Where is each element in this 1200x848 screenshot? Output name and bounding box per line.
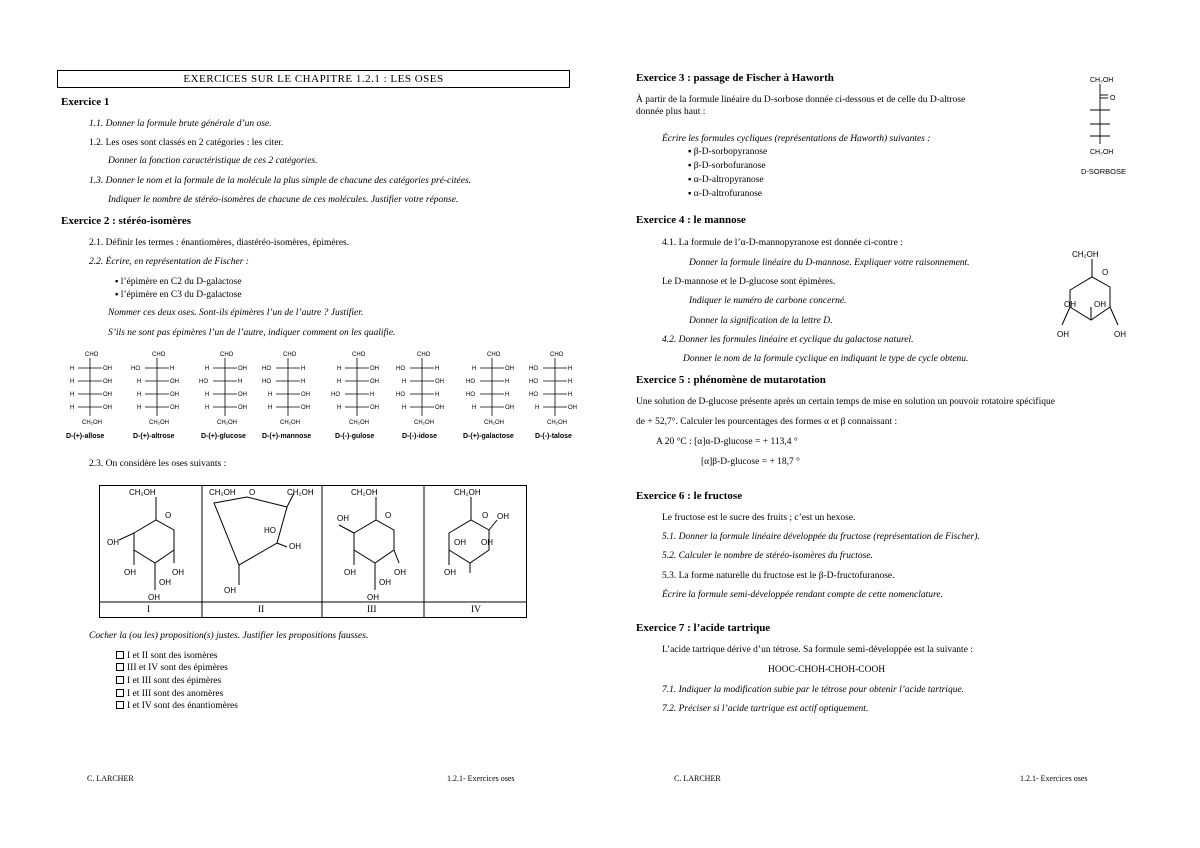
exercise-3-heading: Exercice 3 : passage de Fischer à Haworth [636,72,834,84]
svg-text:OH: OH [568,405,577,411]
ex2-q1: 2.1. Définir les termes : énantiomères, diastéréo-isomères, épimères. [89,238,350,248]
svg-text:H: H [435,392,440,398]
svg-text:OH: OH [497,512,509,521]
svg-text:HO: HO [396,366,405,372]
fischer-projection [331,352,379,426]
option-1[interactable]: I et II sont des isomères [116,650,218,662]
ex3-instr: Écrire les formules cycliques (représentations de Haworth) suivantes : [662,134,931,144]
svg-text:OH: OH [1057,330,1069,339]
svg-text:H: H [337,405,342,411]
ex4-q1b: Donner la formule linéaire du D-mannose. Expliquer votre raisonnement. [689,258,970,268]
ex6-l1: Le fructose est le sucre des fruits ; c’est un hexose. [662,513,856,523]
svg-text:OH: OH [394,568,406,577]
svg-text:H: H [535,405,540,411]
svg-text:H: H [337,366,342,372]
svg-text:H: H [205,366,210,372]
svg-text:OH: OH [289,542,301,551]
table-label-IV: IV [471,605,482,615]
svg-text:OH: OH [1114,330,1126,339]
footer-author-right: C. LARCHER [674,774,721,783]
ex2-bullet-1: ▪ l’épimère en C2 du D-galactose [115,277,242,287]
svg-text:H: H [205,405,210,411]
svg-text:HO: HO [396,392,405,398]
ex5-v2: [α]β-D-glucose = + 18,7 ° [701,457,800,467]
table-label-II: II [258,605,265,615]
ex1-q2a: 1.2. Les oses sont classés en 2 catégories : les citer. [89,138,284,148]
svg-text:CH₂OH: CH₂OH [217,420,237,426]
exercise-7-heading: Exercice 7 : l’acide tartrique [636,622,771,634]
svg-text:O: O [385,511,392,520]
ex7-q1: 7.1. Indiquer la modification subie par le tétrose pour obtenir l’acide tartrique. [662,685,965,695]
fischer-label-altrose: D-(+)-altrose [133,433,175,440]
svg-text:HO: HO [264,526,276,535]
svg-text:CHO: CHO [550,352,564,358]
checkbox-icon[interactable] [116,701,124,709]
option-4[interactable]: I et III sont des anomères [116,688,223,700]
svg-text:CHO: CHO [487,352,501,358]
fischer-projection [70,352,112,426]
ex2-q3: 2.3. On considère les oses suivants : [89,459,227,469]
svg-text:OH: OH [454,538,466,547]
svg-text:H: H [402,379,407,385]
svg-text:HO: HO [529,366,538,372]
svg-text:OH: OH [159,578,171,587]
svg-text:H: H [238,379,243,385]
mannopyranose-structure [1052,245,1142,345]
footer-doc-left: 1.2.1- Exercices oses [447,774,515,783]
svg-text:H: H [301,379,306,385]
ex2-n2: S’ils ne sont pas épimères l’un de l’autre, indiquer comment on les qualifie. [108,328,396,338]
svg-text:CH₂OH: CH₂OH [82,420,102,426]
svg-text:CH₂OH: CH₂OH [129,488,156,497]
svg-text:CH₂OH: CH₂OH [349,420,369,426]
svg-text:CH₂OH: CH₂OH [454,488,481,497]
ex2-cocher: Cocher la (ou les) proposition(s) justes. Justifier les propositions fausses. [89,631,369,641]
svg-text:OH: OH [124,568,136,577]
svg-text:O: O [1110,95,1116,102]
ex3-item-1: ▪ β-D-sorbopyranose [688,147,768,157]
svg-text:H: H [170,366,175,372]
svg-text:HO: HO [199,379,208,385]
svg-text:CHO: CHO [283,352,297,358]
svg-text:OH: OH [337,514,349,523]
fischer-projection [199,352,247,426]
svg-text:OH: OH [103,379,112,385]
ex4-q2b: Donner le nom de la formule cyclique en indiquant le type de cycle obtenu. [683,354,969,364]
checkbox-icon[interactable] [116,663,124,671]
ex4-l4: Donner la signification de la lettre D. [689,316,833,326]
svg-text:CH₂OH: CH₂OH [287,488,314,497]
ex1-q2b: Donner la fonction caractéristique de ces 2 catégories. [108,156,318,166]
exercise-6-heading: Exercice 6 : le fructose [636,490,743,502]
fischer-projections [60,348,580,433]
ex5-p1: Une solution de D-glucose présente après un certain temps de mise en solution un pouvoir rotatoire spécifique [636,397,1055,407]
svg-text:H: H [568,379,573,385]
svg-text:H: H [568,366,573,372]
svg-text:HO: HO [466,379,475,385]
svg-text:H: H [402,405,407,411]
ex3-item-2: ▪ β-D-sorbofuranose [688,161,766,171]
svg-text:H: H [435,366,440,372]
svg-text:OH: OH [370,405,379,411]
svg-text:CH₂OH: CH₂OH [209,488,236,497]
svg-text:H: H [472,366,477,372]
exercise-5-heading: Exercice 5 : phénomène de mutarotation [636,374,826,386]
svg-text:OH: OH [1064,300,1076,309]
option-3[interactable]: I et III sont des épimères [116,675,221,687]
svg-text:OH: OH [344,568,356,577]
fischer-label-idose: D-(-)-idose [402,433,437,440]
svg-text:OH: OH [170,379,179,385]
svg-text:H: H [137,392,142,398]
ex6-q2: 5.2. Calculer le nombre de stéréo-isomères du fructose. [662,551,873,561]
exercise-1-heading: Exercice 1 [61,96,110,108]
svg-text:OH: OH [238,366,247,372]
svg-text:O: O [249,488,256,497]
svg-text:OH: OH [505,366,514,372]
svg-text:OH: OH [481,538,493,547]
svg-text:OH: OH [301,405,310,411]
svg-text:H: H [70,405,75,411]
ex7-formula: HOOC-CHOH-CHOH-COOH [768,665,886,675]
fischer-projection [466,352,514,426]
svg-text:OH: OH [238,392,247,398]
ex5-v1: A 20 °C : [α]α-D-glucose = + 113,4 ° [656,437,798,447]
svg-text:OH: OH [444,568,456,577]
ex4-q1: 4.1. La formule de l’α-D-mannopyranose est donnée ci-contre : [662,238,903,248]
option-2[interactable]: III et IV sont des épimères [116,662,228,674]
ex5-p2: de + 52,7°. Calculer les pourcentages des formes α et β connaissant : [636,417,898,427]
svg-text:OH: OH [103,366,112,372]
svg-text:OH: OH [1094,300,1106,309]
fischer-label-talose: D-(-)-talose [535,433,572,440]
svg-text:OH: OH [367,593,379,602]
svg-text:CH₂OH: CH₂OH [484,420,504,426]
ex3-p1: À partir de la formule linéaire du D-sorbose donnée ci-dessous et de celle du D-altrose [636,95,966,105]
svg-text:H: H [137,379,142,385]
checkbox-icon[interactable] [116,676,124,684]
ex3-item-4: ▪ α-D-altrofuranose [688,189,763,199]
svg-text:H: H [370,392,375,398]
svg-text:HO: HO [529,392,538,398]
svg-text:HO: HO [529,379,538,385]
svg-text:OH: OH [170,405,179,411]
ex4-l3: Indiquer le numéro de carbone concerné. [689,296,847,306]
svg-text:O: O [165,511,172,520]
svg-text:H: H [505,379,510,385]
fischer-label-mannose: D-(+)-mannose [262,433,312,440]
svg-text:H: H [505,392,510,398]
svg-text:OH: OH [170,392,179,398]
fischer-label-gulose: D-(-)-gulose [335,433,375,440]
fischer-projection [396,352,444,426]
ex2-q2: 2.2. Écrire, en représentation de Fischer : [89,257,249,267]
svg-text:CH₂OH: CH₂OH [547,420,567,426]
ex3-item-3: ▪ α-D-altropyranose [688,175,764,185]
ex3-p2: donnée plus haut : [636,107,706,117]
fischer-label-glucose: D-(+)-glucose [201,433,246,440]
svg-text:OH: OH [301,392,310,398]
svg-text:OH: OH [238,405,247,411]
option-5[interactable]: I et IV sont des énantiomères [116,700,238,712]
svg-text:OH: OH [107,538,119,547]
fischer-projection [529,352,577,426]
svg-text:H: H [137,405,142,411]
ex4-q2: 4.2. Donner les formules linéaire et cyclique du galactose naturel. [662,335,914,345]
svg-text:OH: OH [370,379,379,385]
ex4-l2: Le D-mannose et le D-glucose sont épimères. [662,277,836,287]
svg-text:CHO: CHO [352,352,366,358]
svg-text:H: H [337,379,342,385]
svg-text:CH₂OH: CH₂OH [1090,77,1114,84]
svg-text:CH₂OH: CH₂OH [1090,149,1114,156]
table-label-I: I [147,605,151,615]
svg-text:O: O [1102,268,1109,277]
svg-text:OH: OH [379,578,391,587]
checkbox-icon[interactable] [116,689,124,697]
table-label-III: III [367,605,377,615]
fischer-projection [131,352,179,426]
ex1-q3b: Indiquer le nombre de stéréo-isomères de chacune de ces molécules. Justifier votre réponse. [108,195,459,205]
svg-text:HO: HO [466,392,475,398]
sorbose-structure [1080,72,1160,172]
svg-text:H: H [472,405,477,411]
svg-text:HO: HO [262,366,271,372]
svg-text:OH: OH [435,379,444,385]
svg-text:OH: OH [370,366,379,372]
ex2-n1: Nommer ces deux oses. Sont-ils épimères l’un de l’autre ? Justifier. [108,308,364,318]
fischer-label-allose: D-(+)-allose [66,433,105,440]
svg-text:HO: HO [331,392,340,398]
svg-text:HO: HO [262,379,271,385]
svg-text:CHO: CHO [85,352,99,358]
footer-doc-right: 1.2.1- Exercices oses [1020,774,1088,783]
svg-text:OH: OH [172,568,184,577]
fischer-label-galactose: D-(+)-galactose [463,433,514,440]
sorbose-label: D-SORBOSE [1081,167,1127,176]
svg-text:OH: OH [505,405,514,411]
ex1-q3a: 1.3. Donner le nom et la formule de la molécule la plus simple de chacune des catégories pré-citées. [89,176,472,186]
svg-text:OH: OH [103,392,112,398]
structure-IV [449,497,497,573]
svg-text:CH₂OH: CH₂OH [1072,250,1099,259]
structure-II [214,493,294,585]
svg-text:O: O [482,511,489,520]
svg-text:H: H [205,392,210,398]
svg-text:CHO: CHO [152,352,166,358]
ose-structures-table [99,485,529,619]
svg-text:OH: OH [148,593,160,602]
ex7-l1: L’acide tartrique dérive d’un tétrose. Sa formule semi-développée est la suivante : [662,645,973,655]
svg-text:OH: OH [103,405,112,411]
svg-text:OH: OH [224,586,236,595]
svg-text:H: H [268,405,273,411]
svg-text:CH₂OH: CH₂OH [280,420,300,426]
svg-text:H: H [568,392,573,398]
ex6-q3b: Écrire la formule semi-développée rendant compte de cette nomenclature. [662,590,943,600]
svg-text:H: H [301,366,306,372]
svg-text:CHO: CHO [417,352,431,358]
svg-text:H: H [70,392,75,398]
svg-text:CH₂OH: CH₂OH [414,420,434,426]
ex6-q1: 5.1. Donner la formule linéaire développée du fructose (représentation de Fischer). [662,532,980,542]
svg-text:H: H [268,392,273,398]
checkbox-icon[interactable] [116,651,124,659]
footer-author-left: C. LARCHER [87,774,134,783]
svg-text:H: H [70,379,75,385]
ex1-q1: 1.1. Donner la formule brute générale d’un ose. [89,119,272,129]
ex7-q2: 7.2. Préciser si l’acide tartrique est actif optiquement. [662,704,869,714]
svg-text:CH₂OH: CH₂OH [351,488,378,497]
svg-text:CH₂OH: CH₂OH [149,420,169,426]
svg-text:CHO: CHO [220,352,234,358]
ex2-bullet-2: ▪ l’épimère en C3 du D-galactose [115,290,242,300]
exercise-2-heading: Exercice 2 : stéréo-isomères [61,215,192,227]
page-title: EXERCICES SUR LE CHAPITRE 1.2.1 : LES OSES [57,70,570,88]
svg-text:OH: OH [435,405,444,411]
exercise-4-heading: Exercice 4 : le mannose [636,214,746,226]
fischer-projection [262,352,310,426]
ex6-q3: 5.3. La forme naturelle du fructose est le β-D-fructofuranose. [662,571,895,581]
svg-text:HO: HO [131,366,140,372]
svg-text:H: H [70,366,75,372]
